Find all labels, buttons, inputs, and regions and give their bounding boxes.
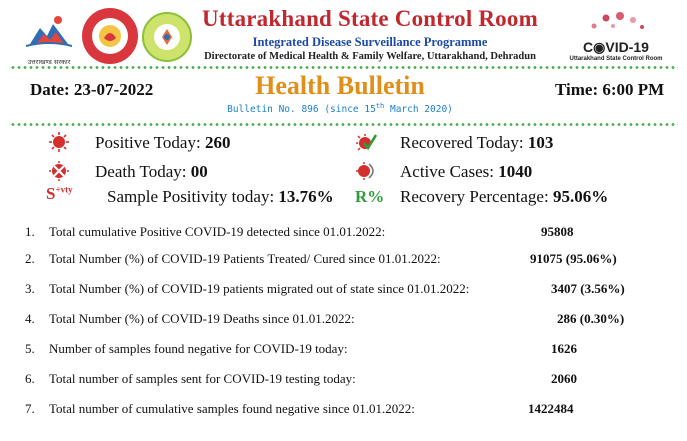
recovery-percentage (400, 187, 608, 207)
list-item (25, 224, 385, 240)
list-item-value: 1626 (551, 341, 577, 356)
list-item-text: Total Number (%) of COVID-19 Patients Treated/ Cured since 01.01.2022: (49, 251, 441, 266)
recovered-today-value: 103 (527, 133, 554, 152)
page-title: Uttarakhand State Control Room (202, 6, 538, 31)
list-item-number: 1. (25, 224, 35, 239)
list-item (25, 281, 469, 297)
death-today-label: Death Today: (95, 162, 191, 181)
list-item-number: 4. (25, 311, 35, 326)
sample-positivity-value: 13.76% (278, 187, 334, 206)
bulletin-time: Time: 6:00 PM (555, 80, 665, 99)
list-item-text: Total number of cumulative samples found negative since 01.01.2022: (49, 401, 415, 416)
list-item-number: 3. (25, 281, 35, 296)
bulletin-divider (10, 123, 678, 126)
covid-badge-title: C◉VID-19 (583, 39, 649, 55)
programme-subtitle: Integrated Disease Surveillance Programme (252, 35, 488, 49)
list-item-value: 2060 (551, 371, 577, 386)
list-item-number: 7. (25, 401, 35, 416)
active-cases (400, 162, 532, 182)
list-item-number: 2. (25, 251, 35, 266)
positivity-icon-letter: S (46, 184, 56, 203)
virus-recovered-icon (355, 131, 377, 153)
list-item-value: 3407 (3.56%) (551, 281, 625, 296)
positive-today-value: 260 (204, 133, 231, 152)
list-item (25, 371, 356, 387)
list-item-value: 95808 (541, 224, 574, 239)
list-item-text: Total Number (%) of COVID-19 patients migrated out of state since 01.01.2022: (49, 281, 470, 296)
bulletin-number (200, 102, 480, 115)
recovery-percentage-value: 95.06% (552, 187, 609, 206)
uttarakhand-govt-logo (20, 10, 78, 68)
list-item (25, 311, 355, 327)
list-item (25, 251, 441, 267)
nhm-emblem-icon (82, 8, 138, 64)
nhm-logo (82, 8, 138, 64)
positive-today-label: Positive Today: (95, 133, 205, 152)
bulletin-number-suffix: March 2020) (384, 104, 453, 116)
virus-positive-icon (48, 131, 70, 153)
header-divider (10, 66, 678, 69)
active-cases-value: 1040 (498, 162, 533, 181)
virus-death-icon (48, 160, 70, 182)
list-item-value: 1422484 (528, 401, 574, 416)
recovery-percentage-label: Recovery Percentage: (400, 187, 553, 206)
recovered-today (400, 133, 553, 153)
bulletin-number-sup: th (375, 102, 385, 110)
positivity-icon-sup: +vty (55, 184, 73, 195)
health-dept-logo (142, 12, 192, 62)
list-item-text: Number of samples found negative for COVID-19 today: (49, 341, 348, 356)
list-item (25, 401, 415, 417)
positivity-icon (46, 184, 73, 204)
virus-active-icon (355, 160, 377, 182)
list-item-value: 91075 (95.06%) (530, 251, 617, 266)
recovery-percent-icon: R% (355, 187, 385, 206)
recovered-today-label: Recovered Today: (400, 133, 528, 152)
list-item-number: 6. (25, 371, 35, 386)
bulletin-number-prefix: Bulletin No. 896 (since 15 (227, 104, 376, 116)
death-today-value: 00 (190, 162, 208, 181)
covid-badge-caption: Uttarakhand State Control Room (569, 56, 663, 62)
covid-dots-icon (566, 12, 666, 34)
list-item-text: Total number of samples sent for COVID-19 testing today: (49, 371, 356, 386)
govt-logo-caption: उत्तराखण्ड सरकार (27, 58, 71, 66)
list-item-value: 286 (0.30%) (557, 311, 625, 326)
sample-positivity-label: Sample Positivity today: (107, 187, 279, 206)
list-item (25, 341, 348, 357)
govt-emblem-icon (20, 10, 78, 58)
bulletin-date: Date: 23-07-2022 (30, 80, 154, 99)
sample-positivity (107, 187, 334, 207)
positive-today (95, 133, 230, 153)
health-emblem-icon (144, 14, 190, 60)
list-item-text: Total cumulative Positive COVID-19 detected since 01.01.2022: (49, 224, 386, 239)
bulletin-heading: Health Bulletin (255, 71, 425, 100)
covid-badge (566, 12, 666, 62)
directorate-line: Directorate of Medical Health & Family Welfare, Uttarakhand, Dehradun (204, 51, 536, 62)
active-cases-label: Active Cases: (400, 162, 499, 181)
list-item-number: 5. (25, 341, 35, 356)
list-item-text: Total Number (%) of COVID-19 Deaths since 01.01.2022: (49, 311, 355, 326)
death-today (95, 162, 208, 182)
